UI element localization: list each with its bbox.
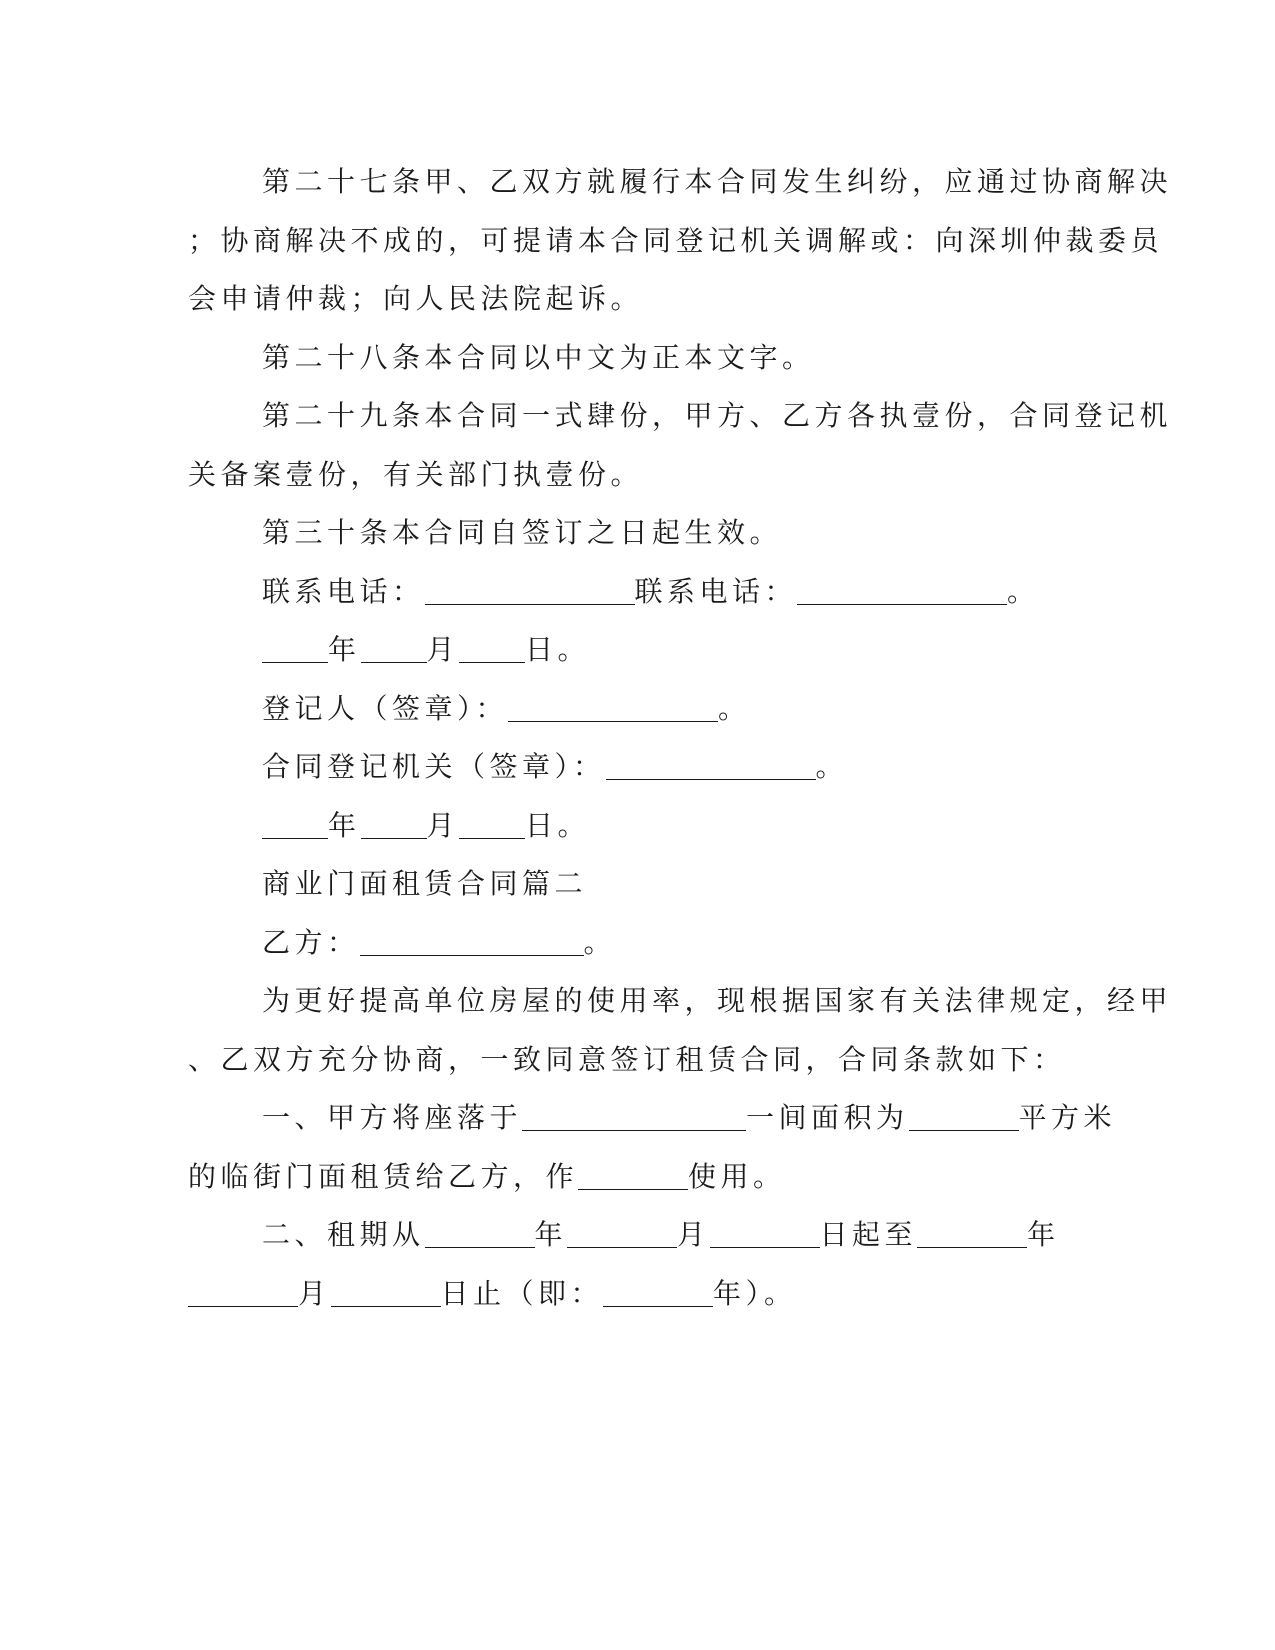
party-a-phone-blank[interactable]: [425, 578, 635, 605]
end-day-blank[interactable]: [331, 1280, 441, 1307]
party-a-phone-label: 联系电话：: [262, 575, 425, 608]
month-label: 月: [426, 633, 460, 666]
article-29-line-1: 第二十九条本合同一式肆份，甲方、乙方各执壹份，合同登记机: [262, 399, 1173, 432]
registrar-signature-blank[interactable]: [508, 695, 718, 722]
end-until-label: 日止（即：: [440, 1277, 604, 1310]
start-month-blank[interactable]: [567, 1221, 677, 1248]
start-month-label: 月: [677, 1218, 710, 1251]
article-27-line-3: 会申请仲裁；向人民法院起诉。: [188, 282, 644, 315]
day-blank[interactable]: [459, 636, 525, 663]
end-year-blank[interactable]: [917, 1221, 1027, 1248]
clause-2-line-1: [262, 1217, 1060, 1253]
year-blank[interactable]: [262, 812, 328, 839]
area-blank[interactable]: [909, 1104, 1019, 1131]
clause-1-line-1: [262, 1100, 1116, 1136]
phone-line: [262, 574, 1040, 610]
party-b-label: 乙方：: [262, 926, 360, 959]
term-years-blank[interactable]: [603, 1280, 713, 1307]
clause-2-line-2: [188, 1276, 797, 1312]
month-label: 月: [426, 809, 460, 842]
year-label: 年: [328, 633, 361, 666]
year-blank[interactable]: [262, 636, 328, 663]
article-30: 第三十条本合同自签订之日起生效。: [262, 516, 783, 549]
registrar-period: 。: [718, 692, 751, 725]
end-year-label: 年: [1027, 1218, 1060, 1251]
start-year-blank[interactable]: [425, 1221, 535, 1248]
contract-2-title: 商业门面租赁合同篇二: [262, 867, 588, 900]
clause-1-unit: 平方米: [1018, 1101, 1117, 1134]
date-line-2: [262, 808, 590, 844]
usage-blank[interactable]: [578, 1163, 688, 1190]
end-month-label: 月: [298, 1277, 331, 1310]
day-label: 日。: [525, 633, 591, 666]
phone-line-period: 。: [1007, 575, 1040, 608]
term-close-label: 年）。: [713, 1277, 797, 1310]
article-29-line-2: 关备案壹份，有关部门执壹份。: [188, 458, 644, 491]
clause-2-label: 二、租期从: [262, 1218, 425, 1251]
start-year-label: 年: [534, 1218, 568, 1251]
month-blank[interactable]: [361, 812, 427, 839]
clause-1-usage-label: 的临街门面租赁给乙方，作: [188, 1160, 579, 1193]
registrar-label: 登记人（签章）：: [262, 692, 509, 725]
party-b-phone-blank[interactable]: [797, 578, 1007, 605]
party-b-phone-label: 联系电话：: [634, 575, 798, 608]
registrar-line: [262, 691, 751, 727]
party-b-name-blank[interactable]: [360, 929, 584, 956]
authority-signature-blank[interactable]: [606, 753, 816, 780]
date-line-1: [262, 632, 590, 668]
day-blank[interactable]: [459, 812, 525, 839]
start-day-blank[interactable]: [710, 1221, 820, 1248]
start-to-label: 日起至: [819, 1218, 918, 1251]
article-27-line-1: 第二十七条甲、乙双方就履行本合同发生纠纷，应通过协商解决: [262, 165, 1173, 198]
intro-line-2: 、乙双方充分协商，一致同意签订租赁合同，合同条款如下：: [188, 1043, 1066, 1076]
month-blank[interactable]: [361, 636, 427, 663]
intro-line-1: 为更好提高单位房屋的使用率，现根据国家有关法律规定，经甲: [262, 984, 1173, 1017]
authority-label: 合同登记机关（签章）：: [262, 750, 606, 783]
article-28: 第二十八条本合同以中文为正本文字。: [262, 341, 815, 374]
authority-period: 。: [815, 750, 849, 783]
authority-line: [262, 749, 848, 785]
clause-1-location-label: 一、甲方将座落于: [262, 1101, 523, 1134]
end-month-blank[interactable]: [188, 1280, 298, 1307]
party-b-line: [262, 925, 616, 961]
day-label: 日。: [525, 809, 591, 842]
clause-1-usage-suffix: 使用。: [688, 1160, 786, 1193]
party-b-period: 。: [583, 926, 617, 959]
clause-1-area-label: 一间面积为: [746, 1101, 909, 1134]
article-27-line-2: ；协商解决不成的，可提请本合同登记机关调解或：向深圳仲裁委员: [188, 224, 1164, 257]
location-blank[interactable]: [522, 1104, 746, 1131]
clause-1-line-2: [188, 1159, 786, 1195]
year-label: 年: [328, 809, 361, 842]
